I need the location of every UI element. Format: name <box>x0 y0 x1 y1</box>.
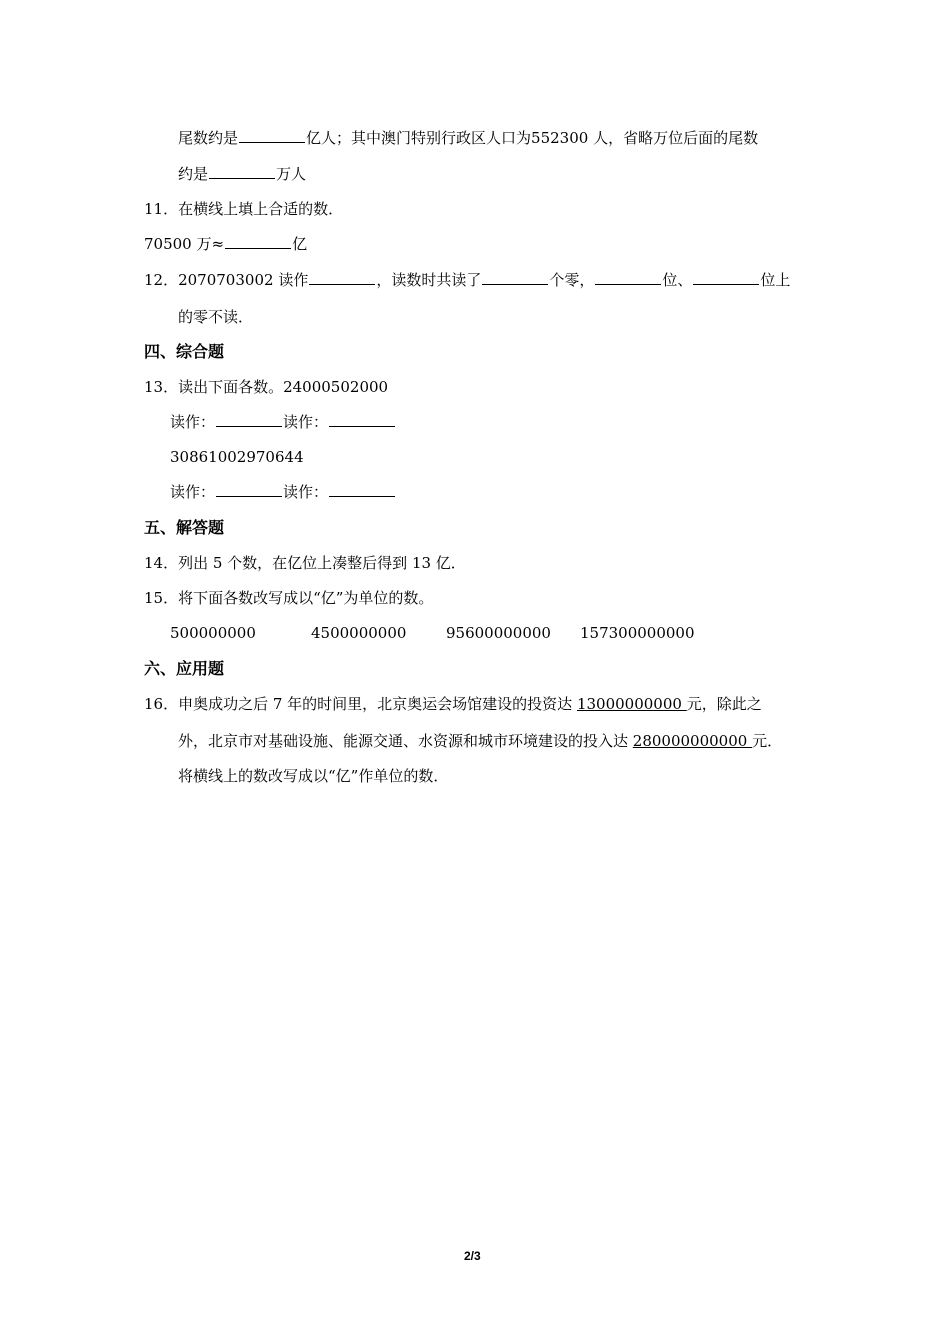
section-heading: 五、解答题 <box>144 518 225 537</box>
q13-read1 <box>170 412 396 432</box>
q16-text: 元，除此之 <box>686 695 762 713</box>
answer-blank[interactable] <box>225 234 291 249</box>
read-label: 读作： <box>170 413 216 431</box>
answer-blank[interactable] <box>239 128 305 143</box>
q12-text: ，读数时共读了 <box>376 271 482 289</box>
q10-number: 552300 <box>531 129 589 147</box>
question-text: 列出 5 个数，在亿位上凑整后得到 13 亿． <box>178 554 466 572</box>
page-number: 2/3 <box>464 1249 481 1263</box>
q15-line <box>144 588 433 608</box>
q16-underlined-number: 13000000000 <box>576 695 687 713</box>
q11-unit: 亿 <box>292 235 308 253</box>
question-text: 读出下面各数。24000502000 <box>178 378 389 396</box>
q16-underlined-number: 280000000000 <box>632 732 753 750</box>
q12-text: 位、 <box>662 271 693 289</box>
question-number: 13． <box>144 378 179 396</box>
q11-expr <box>144 234 307 254</box>
question-number: 16． <box>144 695 179 713</box>
q14-line <box>144 553 466 573</box>
q16-line2 <box>178 731 782 751</box>
read-label: 读作： <box>170 483 216 501</box>
q16-text: 元． <box>752 732 783 750</box>
q16-text: 申奥成功之后 7 年的时间里，北京奥运会场馆建设的投资达 <box>178 695 577 713</box>
question-text: 在横线上填上合适的数． <box>178 200 344 218</box>
q16-line3: 将横线上的数改写成以“亿”作单位的数． <box>178 767 449 785</box>
answer-blank[interactable] <box>216 412 282 427</box>
answer-blank[interactable] <box>329 482 395 497</box>
answer-blank[interactable] <box>693 270 759 285</box>
q16-line1 <box>144 694 762 714</box>
q12-line2 <box>178 307 253 327</box>
read-label: 读作： <box>283 413 329 431</box>
read-label: 读作： <box>283 483 329 501</box>
section-heading: 四、综合题 <box>144 342 225 361</box>
question-number: 12． <box>144 271 179 289</box>
q10-line1 <box>178 128 758 148</box>
answer-blank[interactable] <box>216 482 282 497</box>
q13-line <box>144 377 388 397</box>
q10-text: 万人 <box>276 165 307 183</box>
q12-line1 <box>144 270 790 290</box>
q10-text: 约是 <box>178 165 209 183</box>
q10-text: 人，省略万位后面的尾数 <box>593 129 759 147</box>
q10-text: 亿人；其中澳门特别行政区人口为 <box>306 129 532 147</box>
answer-blank[interactable] <box>209 164 275 179</box>
q10-line2 <box>178 164 306 184</box>
answer-blank[interactable] <box>595 270 661 285</box>
q11-expression: 70500 万≈ <box>144 235 225 253</box>
q15-number-item: 500000000 <box>170 624 256 642</box>
q13-num2: 30861002970644 <box>170 448 304 466</box>
question-text: 将下面各数改写成以“亿”为单位的数。 <box>178 589 434 607</box>
q12-text: 读作 <box>278 271 309 289</box>
q15-number-item: 4500000000 <box>311 624 407 642</box>
q15-number-item: 95600000000 <box>446 624 551 642</box>
q12-text: 的零不读． <box>178 308 254 326</box>
q15-number-item: 157300000000 <box>580 624 695 642</box>
question-number: 14． <box>144 554 179 572</box>
q12-number: 2070703002 <box>178 271 274 289</box>
question-number: 15． <box>144 589 179 607</box>
answer-blank[interactable] <box>482 270 548 285</box>
answer-blank[interactable] <box>309 270 375 285</box>
q11-line <box>144 199 343 219</box>
q16-text: 外，北京市对基础设施、能源交通、水资源和城市环境建设的投入达 <box>178 732 633 750</box>
q13-read2 <box>170 482 396 502</box>
q12-text: 位上 <box>760 271 791 289</box>
section-heading: 六、应用题 <box>144 659 225 678</box>
q10-text: 尾数约是 <box>178 129 239 147</box>
answer-blank[interactable] <box>329 412 395 427</box>
q12-text: 个零， <box>549 271 595 289</box>
question-number: 11． <box>144 200 179 218</box>
